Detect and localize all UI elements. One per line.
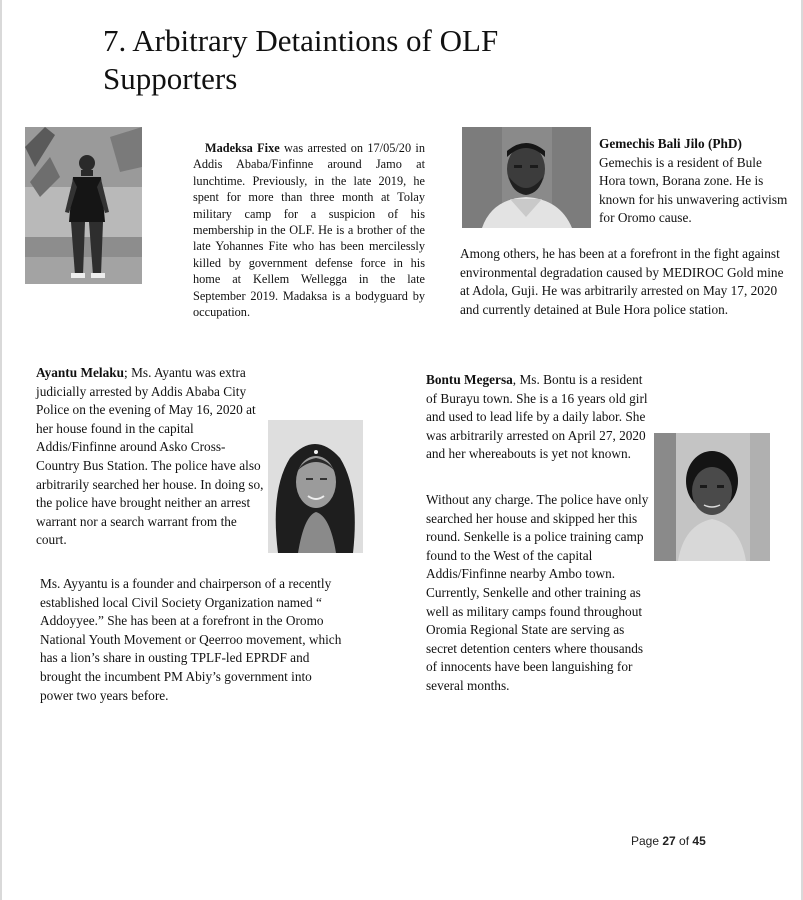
page-title: [103, 22, 623, 98]
gemechis-photo: [462, 127, 591, 228]
bontu-text: , Ms. Bontu is a resident of Burayu town. She is a 16 years old girl and used to lead life by a daily labor. She was arbitrarily arrested on April 27, 2020 and her whereabouts is yet not known.: [426, 372, 648, 462]
ayantu-paragraph-2: Ms. Ayyantu is a founder and chairperson of a recently established local Civil Society Organization named “ Addoyyee.” She has been at a forefront in the Oromo National Youth Movement or Qeerroo movement, which has a lion’s share in ousting TPLF-led EPRDF and brought the incumbent PM Abiy’s government into power two years before.: [40, 576, 342, 703]
title-line-1: 7. Arbitrary Detaintions of OLF: [103, 23, 499, 58]
current-page: 27: [662, 834, 676, 848]
gemechis-name: Gemechis Bali Jilo (PhD): [599, 136, 742, 151]
bontu-photo: [654, 433, 770, 561]
page-prefix: Page: [631, 834, 663, 848]
madeksa-paragraph: [193, 140, 425, 320]
gemechis-intro: Gemechis is a resident of Bule Hora town, Borana zone. He is known for his unwavering activism for Oromo cause.: [599, 154, 788, 226]
gemechis-paragraph: Among others, he has been at a forefront in the fight against environmental degradation caused by MEDIROC Gold mine at Adola, Guji. He was arbitrarily arrested on May 17, 2020 and currently detained at Bule Hora police station.: [460, 246, 784, 317]
ayantu-text: ; Ms. Ayantu was extra judicially arrested by Addis Ababa City Police on the evening of May 16, 2020 at her house found in the capital Addis/Finfinne around Asko Cross-Country Bus Station. The police have also arbitrarily searched her house. In doing so, the police have brought neither an arrest warrant nor a search warrant from the court.: [36, 365, 264, 548]
bontu-paragraph: [426, 371, 651, 464]
page-edge: [0, 0, 2, 900]
bontu-name: Bontu Megersa: [426, 372, 513, 387]
total-pages: 45: [692, 834, 706, 848]
gemechis-intro-block: [599, 135, 789, 228]
ayantu-paragraph: [36, 364, 266, 550]
madeksa-text: was arrested on 17/05/20 in Addis Ababa/Finfinne around Jamo at lunchtime. Previously, in the late 2019, he spent for more than three month at Tolay military camp for a suspicion of his membership in the OLF. He is a brother of the late Yohannes Fite who has been mercilessly killed by government defense force in his home at Kellem Wellegga in the late September 2019. Madaksa is a bodyguard by occupation.: [193, 141, 425, 320]
madeksa-name: Madeksa Fixe: [205, 141, 280, 155]
title-line-2: Supporters: [103, 61, 238, 96]
ayantu-name: Ayantu Melaku: [36, 365, 125, 380]
madeksa-photo: [25, 127, 142, 284]
ayantu-photo: [268, 420, 363, 553]
bontu-paragraph-2: Without any charge. The police have only searched her house and skipped her this round. Senkelle is a police training camp found to the West of the capital Addis/Finfinne nearby Ambo town. Currently, Senkelle and other training as well as military camps found throughout Oromia Regional State are serving as secret detention centers where thousands of innocents have been languishing for several months.: [426, 492, 649, 693]
page-separator: of: [675, 834, 693, 848]
page-number: [631, 834, 706, 848]
